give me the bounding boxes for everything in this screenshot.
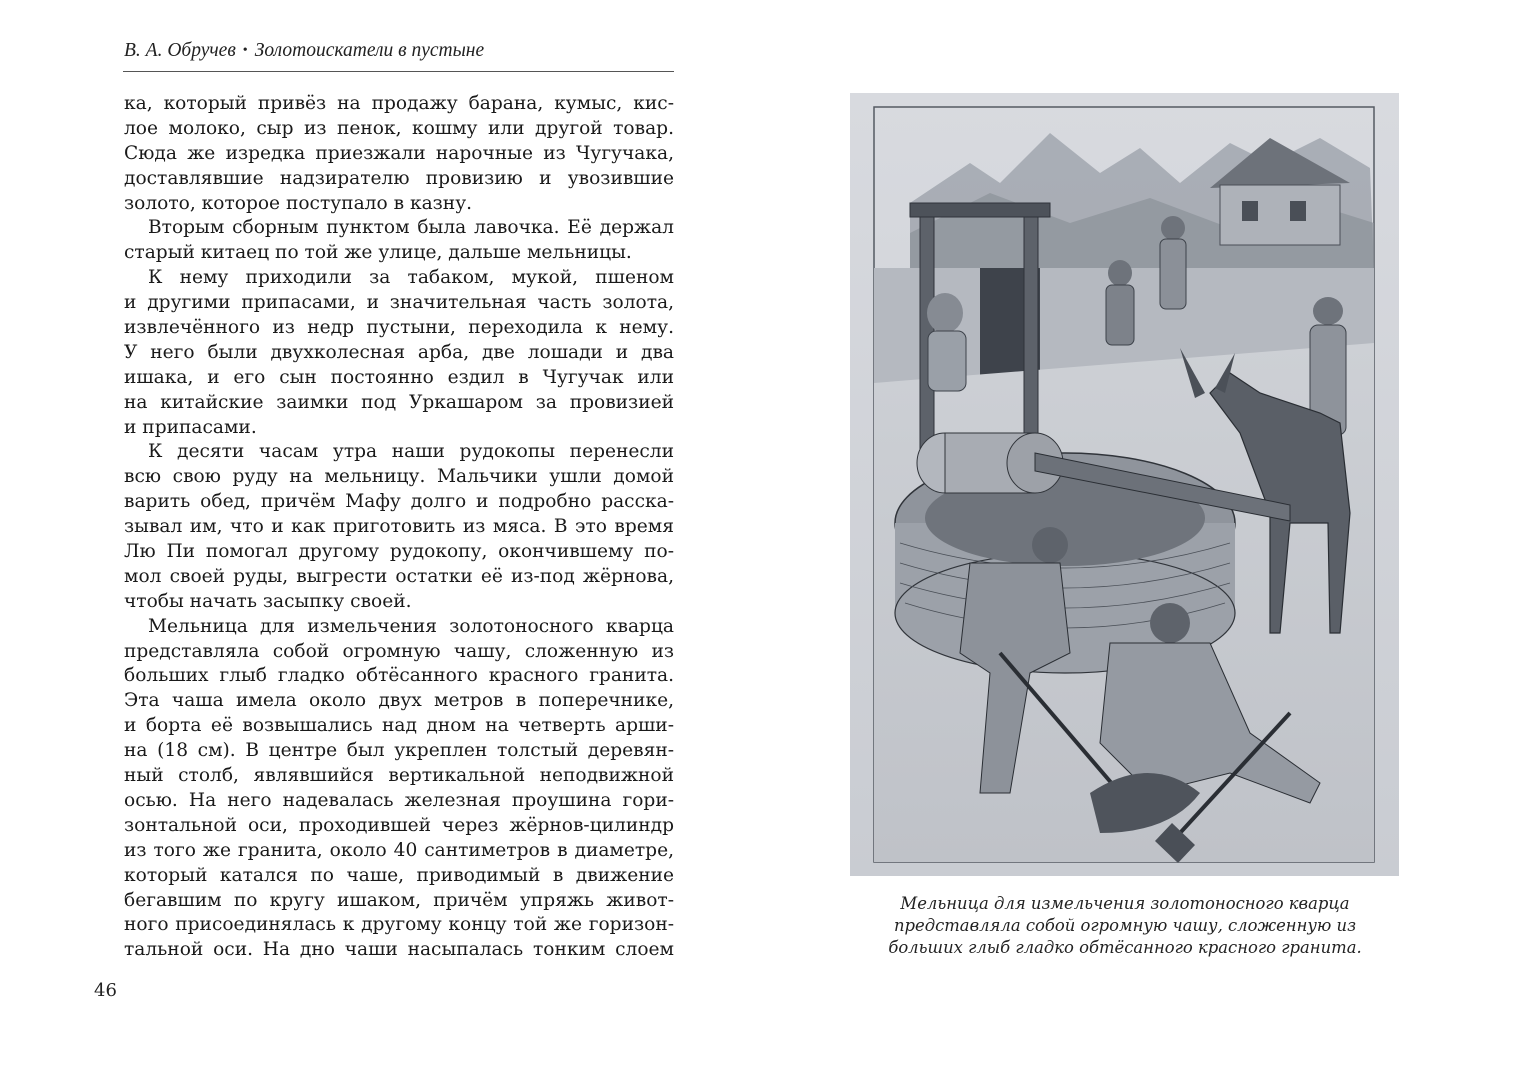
body-line: больших глыб гладко обтёсанного красного гранита. — [124, 665, 674, 687]
body-line: и другими припасами, и значительная часть золота, — [124, 292, 674, 314]
header-separator: • — [242, 43, 248, 58]
body-line: Вторым сборным пунктом была лавочка. Её держал — [148, 217, 674, 239]
body-line: и припасами. — [124, 416, 257, 438]
illustration-drawing — [850, 93, 1399, 876]
header-book-title: Золотоискатели в пустыне — [254, 40, 485, 61]
body-line: представляла собой огромную чашу, сложенную из — [124, 640, 674, 662]
body-line: Лю Пи помогал другому рудокопу, окончившему по- — [124, 541, 674, 563]
body-line: варить обед, причём Мафу долго и подробно расска- — [124, 491, 674, 513]
body-line: ка, который привёз на продажу барана, кумыс, кис- — [124, 93, 674, 114]
body-line: ного присоединялась к другому концу той же горизон- — [124, 914, 674, 936]
body-line: и борта её возвышались над дном на четверть арши- — [124, 715, 674, 737]
page-number: 46 — [94, 980, 117, 1001]
figure-caption — [860, 893, 1390, 959]
body-line: извлечённого из недр пустыни, переходила к нему. — [124, 317, 674, 339]
body-line: мол своей руды, выгрести остатки её из-под жёрнова, — [124, 565, 674, 587]
body-line: тальной оси. На дно чаши насыпалась тонким слоем — [124, 939, 674, 961]
header-author: В. А. Обручев — [124, 40, 236, 61]
body-line: Эта чаша имела около двух метров в поперечнике, — [124, 690, 674, 712]
body-line: осью. На него надевалась железная проушина гори- — [124, 789, 674, 811]
body-line: ный столб, являвшийся вертикальной неподвижной — [124, 765, 674, 787]
body-line: чтобы начать засыпку своей. — [124, 590, 412, 612]
body-line: доставлявшие надзирателю провизию и увозившие — [124, 167, 674, 189]
body-line: К нему приходили за табаком, мукой, пшеном — [148, 267, 674, 289]
body-line: Мельница для измельчения золотоносного кварца — [148, 615, 674, 637]
header-rule — [123, 71, 674, 72]
body-line: всю свою руду на мельницу. Мальчики ушли домой — [124, 466, 674, 488]
body-line: старый китаец по той же улице, дальше мельницы. — [124, 242, 632, 264]
body-line: бегавшим по кругу ишаком, причём упряжь живот- — [124, 889, 674, 911]
caption-line: Мельница для измельчения золотоносного кварца — [900, 894, 1350, 913]
body-text — [124, 92, 674, 963]
body-line: зывал им, что и как приготовить из мяса. В это время — [124, 516, 674, 538]
body-line: ишака, и его сын постоянно ездил в Чугучак или — [124, 366, 674, 388]
body-line: который катался по чаше, приводимый в движение — [124, 864, 674, 886]
body-line: лое молоко, сыр из пенок, кошму или другой товар. — [124, 117, 674, 139]
body-line: на (18 см). В центре был укреплен толстый деревян- — [124, 740, 674, 762]
caption-line: больших глыб гладко обтёсанного красного гранита. — [888, 938, 1362, 957]
illustration-mill — [850, 93, 1399, 876]
caption-line: представляла собой огромную чашу, сложенную из — [893, 916, 1357, 935]
running-header — [124, 40, 484, 62]
body-line: золото, которое поступало в казну. — [124, 192, 473, 214]
body-line: на китайские заимки под Уркашаром за провизией — [124, 391, 674, 413]
body-line: зонтальной оси, проходившей через жёрнов-цилиндр — [124, 814, 674, 836]
body-line: К десяти часам утра наши рудокопы перенесли — [148, 441, 674, 463]
body-line: Сюда же изредка приезжали нарочные из Чугучака, — [124, 142, 674, 164]
body-line: У него были двухколесная арба, две лошади и два — [124, 341, 674, 363]
body-line: из того же гранита, около 40 сантиметров в диаметре, — [124, 839, 674, 861]
